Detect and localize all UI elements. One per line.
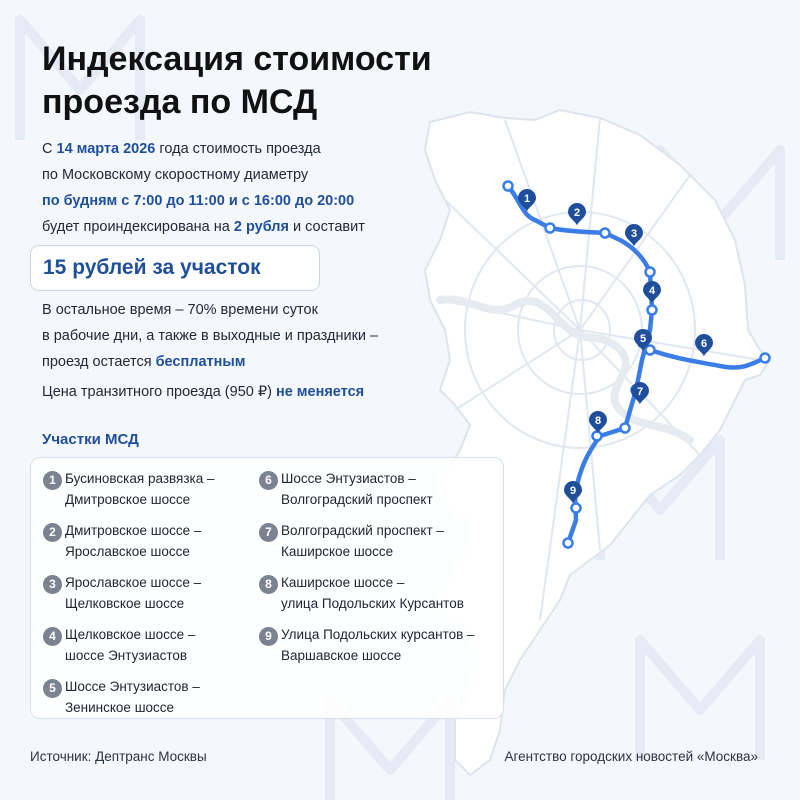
section-text	[281, 468, 506, 510]
section-text	[65, 468, 290, 510]
section-line-1: Щелковское шоссе –	[65, 627, 196, 642]
route-node	[572, 504, 581, 513]
footer-agency: Агентство городских новостей «Москва»	[504, 749, 758, 764]
title-line-2: проезда по МСД	[42, 83, 318, 121]
route-node	[646, 346, 655, 355]
section-text	[65, 624, 290, 666]
route-node	[646, 268, 655, 277]
free-label: бесплатным	[155, 354, 246, 370]
route-node	[504, 182, 513, 191]
section-line-1: Дмитровское шоссе –	[65, 523, 202, 538]
map-marker-label: 5	[639, 333, 647, 345]
intro-text-cont: года стоимость проезда	[155, 141, 321, 157]
section-number-badge: 5	[43, 679, 62, 698]
rest-line-2: в рабочие дни, а также в выходные и праздники –	[42, 328, 379, 344]
section-text	[281, 572, 506, 614]
footer-source: Источник: Дептранс Москвы	[30, 749, 207, 764]
map-marker-label: 7	[636, 386, 644, 398]
intro-paragraph	[42, 136, 432, 240]
transit-note	[42, 379, 442, 405]
section-line-1: Шоссе Энтузиастов –	[65, 679, 200, 694]
map-marker-label: 1	[523, 193, 531, 205]
section-line-1: Бусиновская развязка –	[65, 471, 215, 486]
section-number-badge: 6	[259, 471, 278, 490]
section-number-badge: 4	[43, 627, 62, 646]
map-marker-label: 8	[594, 415, 602, 427]
effective-date: 14 марта 2026	[56, 141, 156, 157]
intro-line-3	[42, 188, 432, 214]
rest-paragraph	[42, 297, 432, 375]
peak-hours: по будням с 7:00 до 11:00 и с 16:00 до 20:00	[42, 193, 355, 209]
intro-text-index: будет проиндексирована на	[42, 219, 234, 235]
title-line-1: Индексация стоимости	[42, 40, 432, 78]
map-marker-label: 3	[630, 228, 638, 240]
price-highlight: 15 рублей за участок	[30, 245, 320, 291]
route-node	[593, 432, 602, 441]
section-text	[281, 624, 506, 666]
rest-line-1: В остальное время – 70% времени суток	[42, 302, 318, 318]
section-line-2: Волгоградский проспект	[281, 492, 433, 507]
section-line-2: Щелковское шоссе	[65, 596, 185, 611]
sections-list	[30, 457, 504, 719]
transit-text: Цена транзитного проезда (950 ₽)	[42, 384, 276, 400]
rest-line-3	[42, 349, 432, 375]
section-line-2: Варшавское шоссе	[281, 648, 402, 663]
section-text	[65, 520, 290, 562]
transit-unchanged: не меняется	[275, 384, 365, 400]
section-number-badge: 2	[43, 523, 62, 542]
increase-amount: 2 рубля	[233, 219, 289, 235]
section-line-1: Ярославское шоссе –	[65, 575, 202, 590]
section-line-2: Каширское шоссе	[281, 544, 394, 559]
section-number-badge: 3	[43, 575, 62, 594]
section-text	[65, 676, 290, 718]
route-node	[546, 224, 555, 233]
section-line-1: Волгоградский проспект –	[281, 523, 444, 538]
intro-text-start: С	[42, 141, 57, 157]
route-node	[621, 424, 630, 433]
section-number-badge: 8	[259, 575, 278, 594]
intro-line-1	[42, 136, 432, 162]
route-node	[761, 354, 770, 363]
section-line-2: шоссе Энтузиастов	[65, 648, 188, 663]
rest-text: проезд остается	[42, 354, 156, 370]
section-line-1: Каширское шоссе –	[281, 575, 405, 590]
map-marker-label: 6	[700, 338, 708, 350]
intro-line-2: по Московскому скоростному диаметру	[42, 167, 309, 183]
section-number-badge: 1	[43, 471, 62, 490]
section-number-badge: 7	[259, 523, 278, 542]
route-node	[601, 229, 610, 238]
page-title	[42, 38, 462, 124]
section-line-2: Дмитровское шоссе	[65, 492, 191, 507]
section-text	[281, 520, 506, 562]
section-line-1: Улица Подольских курсантов –	[281, 627, 475, 642]
intro-line-4	[42, 214, 432, 240]
map-marker-label: 9	[569, 485, 577, 497]
route-node	[564, 539, 573, 548]
section-line-2: Зенинское шоссе	[65, 700, 175, 715]
sections-heading: Участки МСД	[42, 431, 139, 448]
map-marker-label: 4	[648, 285, 656, 297]
map-marker-label: 2	[573, 207, 581, 219]
route-node	[648, 306, 657, 315]
section-text	[65, 572, 290, 614]
section-number-badge: 9	[259, 627, 278, 646]
section-line-2: улица Подольских Курсантов	[281, 596, 464, 611]
section-line-1: Шоссе Энтузиастов –	[281, 471, 416, 486]
intro-text-end: и составит	[288, 219, 365, 235]
section-line-2: Ярославское шоссе	[65, 544, 190, 559]
